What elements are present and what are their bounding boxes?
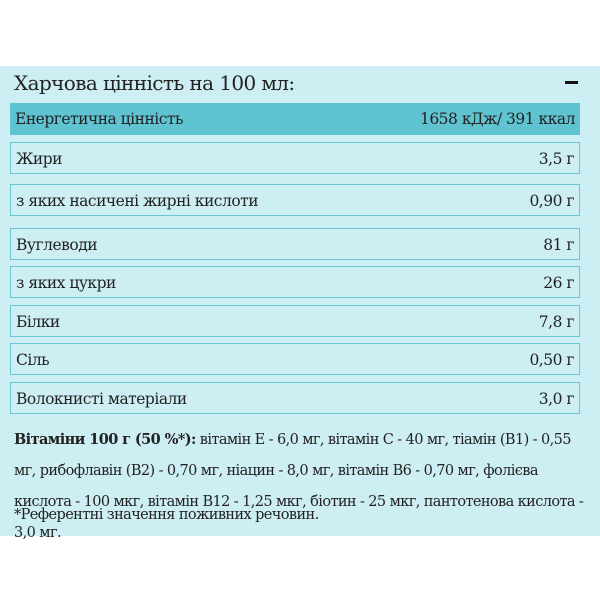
vitamins-heading: Вітаміни 100 г (50 %*): xyxy=(14,431,196,448)
nutrition-row-fiber xyxy=(10,382,580,414)
row-value: 81 г xyxy=(543,236,574,254)
row-value: 1658 кДж/ 391 ккал xyxy=(419,110,575,128)
footnote: *Референтні значення поживних речовин. xyxy=(14,507,319,523)
row-label: Енергетична цінність xyxy=(15,110,183,128)
row-value: 26 г xyxy=(543,274,574,292)
vitamins-list: вітамін Е - 6,0 мг, вітамін С - 40 мг, тіамін (В1) - 0,55 мг, рибофлавін (В2) - 0,70 мг, ніацин - 8,0 мг, вітамін В6 - 0,70 мг, фолієва кислота - 100 мкг, вітамін В12 - 1,25 мкг, біотин - 25 мкг, пантотенова кислота - 3,0 мг. xyxy=(14,432,584,541)
nutrition-row-energy xyxy=(10,103,580,135)
row-value: 7,8 г xyxy=(538,313,574,331)
row-label: Білки xyxy=(16,313,60,331)
nutrition-row-protein xyxy=(10,305,580,337)
row-value: 3,5 г xyxy=(538,150,574,168)
row-label: Жири xyxy=(16,150,62,168)
nutrition-row-fat xyxy=(10,142,580,174)
nutrition-header[interactable] xyxy=(0,66,600,100)
row-value: 0,90 г xyxy=(529,192,574,210)
row-value: 0,50 г xyxy=(529,351,574,369)
nutrition-row-carbohydrates xyxy=(10,228,580,260)
nutrition-row-salt xyxy=(10,343,580,375)
nutrition-row-saturated-fat xyxy=(10,184,580,216)
minus-icon[interactable] xyxy=(565,81,578,84)
row-label: з яких насичені жирні кислоти xyxy=(16,192,259,210)
row-label: Вуглеводи xyxy=(16,236,98,254)
nutrition-row-sugars xyxy=(10,266,580,298)
row-label: з яких цукри xyxy=(16,274,116,292)
row-label: Сіль xyxy=(16,351,50,369)
row-label: Волокнисті матеріали xyxy=(16,390,187,408)
nutrition-title: Харчова цінність на 100 мл: xyxy=(14,71,295,95)
row-value: 3,0 г xyxy=(538,390,574,408)
vitamins-text xyxy=(14,424,589,549)
